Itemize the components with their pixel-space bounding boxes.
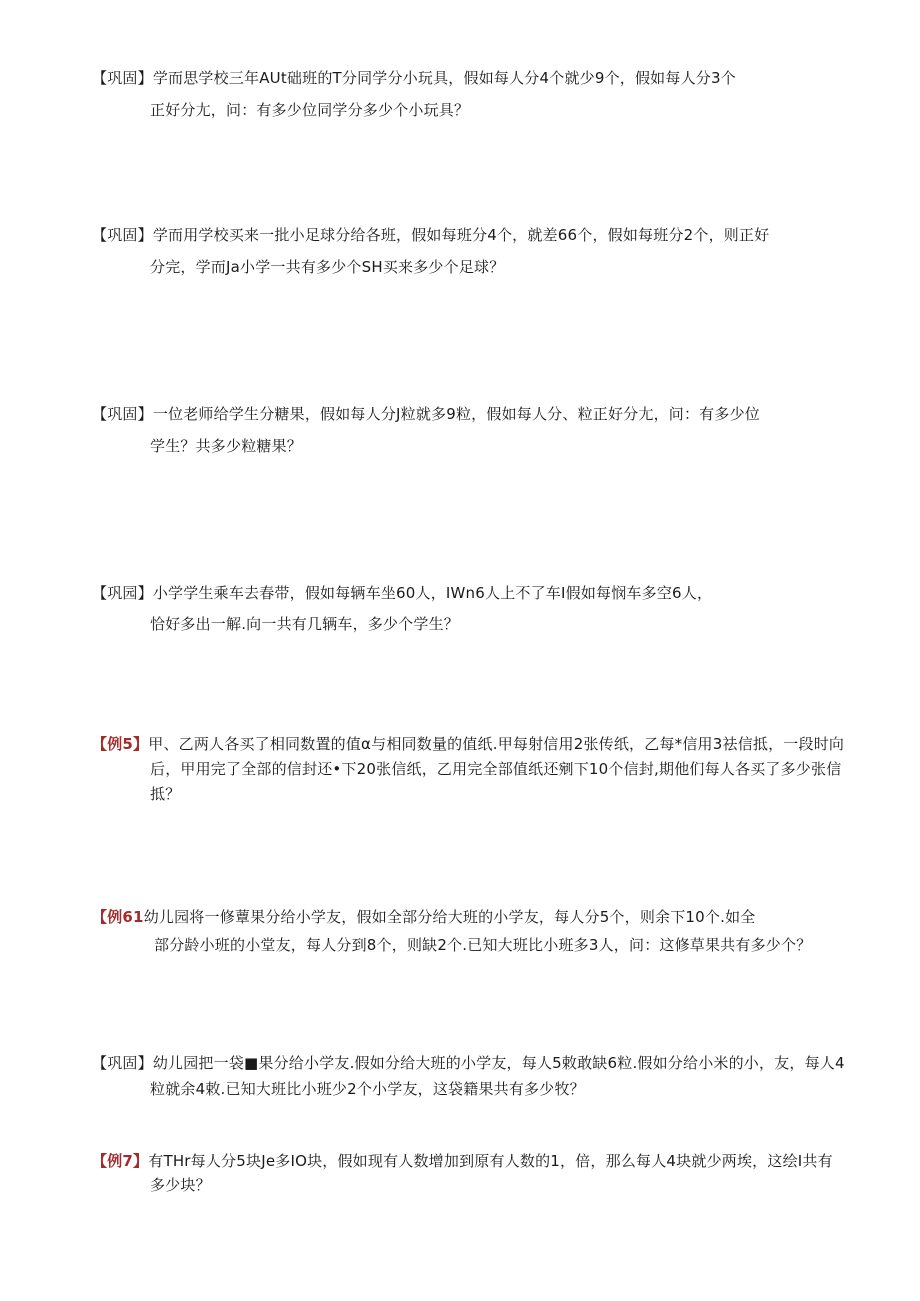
problem-line: [92, 907, 756, 927]
problem-text: 幼儿园把一袋■果分给小学友.假如分给大班的小学友，每人5敕敢缺6粒.假如分给小米的小，友，每人4: [152, 1054, 845, 1072]
problem-tag: 【巩固】: [92, 226, 153, 244]
problem-text: 有THr每人分5块Je多IO块，假如现有人数增加到原有人数的1，倍，那么每人4块就少两埃，这绘I共有: [148, 1152, 833, 1170]
problem-line: [92, 404, 760, 424]
problem-tag: 【巩固】: [92, 69, 153, 87]
problem-text: 抵？: [150, 785, 181, 803]
example-tag: 【例5】: [92, 735, 149, 753]
problem-text: 小学学生乘车去春带，假如每辆车坐60人，IWn6人上不了车I假如每悯车多空6人，: [152, 584, 713, 602]
problem-line: [92, 734, 844, 754]
problem-text: 幼儿园将一修蕈果分给小学友，假如全部分给大班的小学友，每人分5个，则余下10个.如全: [143, 908, 756, 926]
problem-text: 一位老师给学生分糖果，假如每人分J粒就多9粒，假如每人分、粒正好分尢，问：有多少位: [152, 405, 760, 423]
problem-text: 分完，学而Ja小学一共有多少个SH买来多少个足球？: [150, 258, 505, 276]
problem-text: 学而思学校三年AUt础班的T分同学分小玩具，假如每人分4个就少9个，假如每人分3个: [152, 69, 736, 87]
problem-line: [92, 1151, 833, 1171]
problem-text: 学生？共多少粒糖果？: [150, 437, 303, 455]
problem-text: 甲、乙两人各买了相同数置的值α与相同数量的值纸.甲每射信用2张传纸，乙每*信用3祛信抵，一段时向: [148, 735, 845, 753]
problem-text: 多少块？: [150, 1176, 211, 1194]
problem-tag: 【巩固】: [92, 1054, 153, 1072]
problem-text: 恰好多出一解.向一共有几辆车，多少个学生？: [150, 615, 459, 633]
problem-line: [92, 225, 769, 245]
example-tag: 【例7】: [92, 1152, 149, 1170]
problem-text: 学而用学校买来一批小足球分给各班，假如每班分4个，就差66个，假如每班分2个，则正好: [152, 226, 770, 244]
example-tag: 【例61: [92, 908, 144, 926]
problem-line: [92, 1053, 845, 1073]
problem-tag: 【巩园】: [92, 584, 153, 602]
problem-text: 部分龄小班的小堂友，每人分到8个，则缺2个.已知大班比小班多3人，问：这修草果共有多少个？: [154, 936, 812, 954]
problem-text: 后，甲用完了全部的信封还•下20张信纸，乙用完全部值纸还剜下10个信封,期他们每人各买了多少张信: [150, 760, 842, 778]
problem-line: [92, 583, 712, 603]
problem-text: 粒就余4敕.已知大班比小班少2个小学友，这袋籍果共有多少牧？: [150, 1080, 585, 1098]
problem-text: 正好分尢，问：有多少位同学分多少个小玩具？: [150, 101, 470, 119]
problem-tag: 【巩固】: [92, 405, 153, 423]
problem-line: [92, 68, 736, 88]
